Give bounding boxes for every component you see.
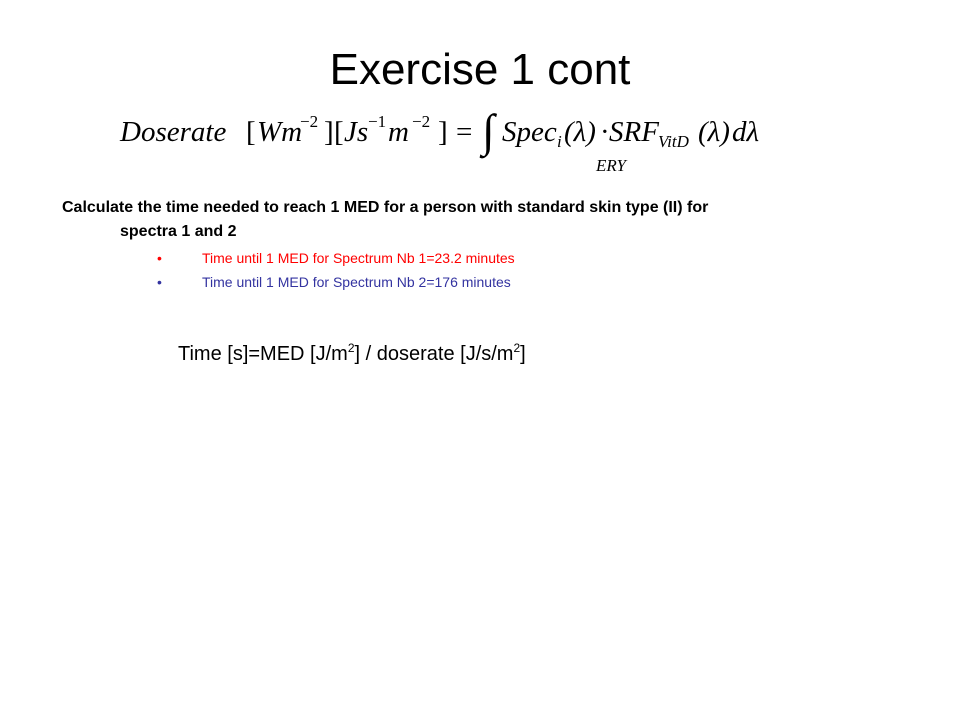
task-line: Calculate the time needed to reach 1 MED for a person with standard skin type (II) for: [62, 199, 709, 216]
integral-sign: ∫: [482, 105, 495, 156]
formula-exponent: −1: [368, 112, 387, 131]
formula-dlambda: dλ: [732, 116, 760, 148]
formula-bracket: ]: [438, 116, 448, 148]
formula-spec: Spec: [502, 116, 557, 148]
formula-dot: ·: [600, 116, 610, 148]
equation-superscript: 2: [513, 341, 521, 355]
formula-bracket: [: [334, 116, 344, 148]
equation-text: Time [s]=MED [J/m: [178, 343, 348, 365]
slide-title: Exercise 1 cont: [329, 45, 631, 94]
bullet-icon: •: [157, 250, 162, 266]
formula-exponent: −2: [412, 112, 431, 131]
equation-text: ] / doserate [J/s/m: [354, 343, 514, 365]
formula-bracket: [: [246, 116, 256, 148]
equation-text: ]: [520, 343, 526, 365]
answer-text: Time until 1 MED for Spectrum Nb 1=23.2 minutes: [202, 250, 515, 266]
answer-list: [157, 246, 515, 294]
task-line: spectra 1 and 2: [120, 223, 237, 240]
answer-spectrum-1: [157, 246, 515, 270]
formula-srf: SRF: [609, 116, 659, 148]
task-instruction: [62, 196, 882, 244]
formula-exponent: −2: [300, 112, 319, 131]
formula-subscript: i: [557, 132, 562, 151]
answer-text: Time until 1 MED for Spectrum Nb 2=176 minutes: [202, 274, 511, 290]
formula-arg: (λ): [564, 116, 596, 148]
formula-unit-wm: Wm: [257, 116, 303, 148]
formula-lhs: Doserate: [120, 116, 227, 148]
formula-bracket: ]: [324, 116, 334, 148]
formula-unit-js: Js: [344, 116, 369, 148]
formula-subscript-below: ERY: [596, 156, 626, 175]
time-equation: [178, 340, 526, 368]
formula-arg: (λ): [698, 116, 730, 148]
formula-equals: =: [456, 116, 473, 148]
bullet-icon: •: [157, 274, 162, 290]
doserate-formula: [120, 105, 760, 188]
equation-superscript: 2: [347, 341, 355, 355]
formula-subscript: VitD: [658, 132, 689, 151]
answer-spectrum-2: [157, 270, 515, 294]
formula-unit-m: m: [388, 116, 409, 148]
